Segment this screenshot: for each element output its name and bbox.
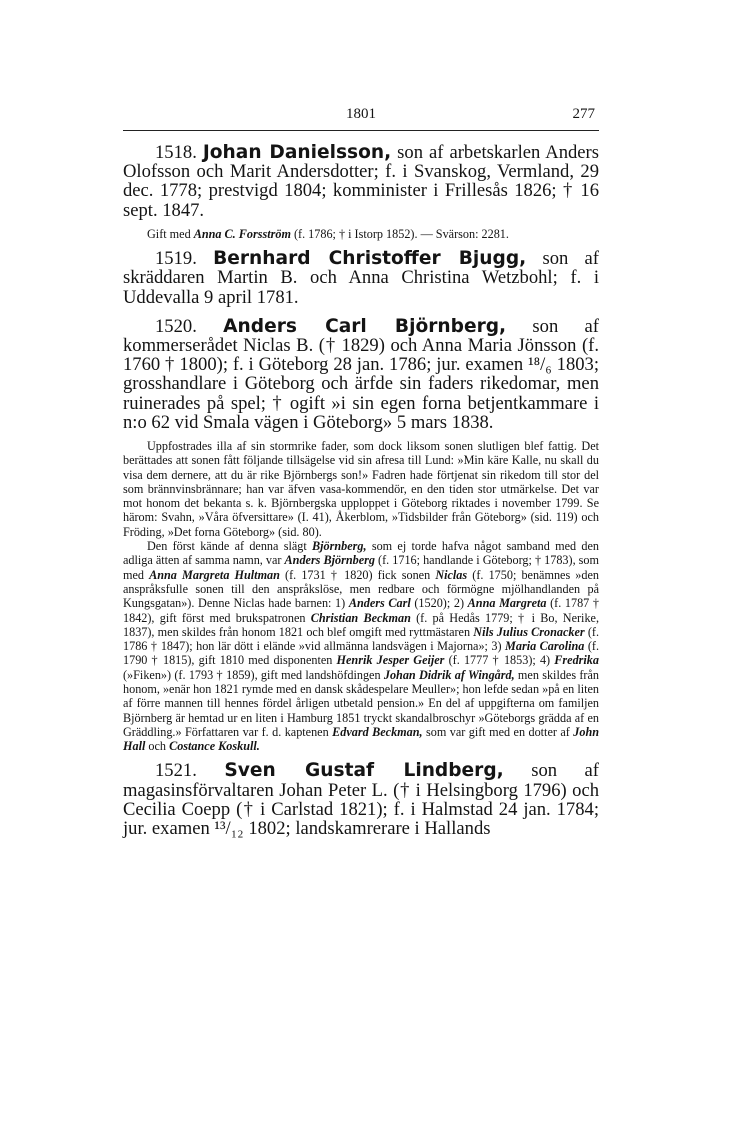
entry-1520	[123, 317, 599, 432]
page-number: 277	[572, 106, 595, 122]
entry-name: Sven Gustaf Lindberg,	[224, 760, 504, 782]
note-1520-a: Uppfostrades illa af sin stormrike fader, som dock liksom sonen slutligen blef fattig. Det berättades att sonen fått följande tillsägelse vid sin afresa till Lund: »Min käre Kalle, nu skall du visa dem dernere, att du är rike Björnbergs son!» Fadren hade förtjenat sin rikedom till stor del som brännvinsbrännare; han var äfven vasa-kommendör, en den tiden stor utmärkelse. Det var mot honom det bekanta s. k. Björnbergska upploppet i Göteborg riktades i november 1799. Se härom: Svahn, »Våra öfversittare» (I. 41), Åkerblom, »Tidsbilder från Göteborg» (sid. 119) och Fröding, »Det forna Göteborg» (sid. 80).	[123, 438, 599, 539]
note-name: Björnberg,	[312, 539, 367, 554]
page-header	[123, 100, 599, 131]
note-name: Anna Margreta Hultman	[149, 567, 280, 582]
header-year: 1801	[346, 106, 376, 122]
note-name: Henrik Jesper Geijer	[336, 653, 445, 668]
entry-name: Anders Carl Björnberg,	[223, 315, 507, 337]
entry-name: Bernhard Christoffer Bjugg,	[213, 248, 527, 270]
entry-text: son af magasinsförvaltaren Johan Peter L. († i Helsingborg 1796) och Cecilia Coepp († i Carlstad 1821); f. i Halmstad 24 jan. 1784; jur. examen ¹³/₁₂ 1802; landskamrerare i Hallands	[123, 760, 599, 840]
note-text: (1520); 2)	[410, 596, 468, 611]
note-text: (f. 1786 † 1847); hon lär dött i elände »vid allmänna landsvägen i Majorna»; 3)	[123, 624, 599, 654]
note-name: Christian Beckman	[310, 610, 411, 625]
note-text: som ej torde hafva något samband med den adliga ätten af samma namn, var	[123, 539, 599, 568]
entry-number: 1520.	[155, 315, 197, 337]
entry-text: son af skräddaren Martin B. och Anna Christina Wetzbohl; f. i Uddevalla 9 april 1781.	[123, 248, 599, 308]
note-text: som var gift med en dotter af	[422, 724, 574, 739]
entry-1518	[123, 143, 599, 220]
note-text: (»Fiken») (f. 1793 † 1859), gift med landshöfdingen	[123, 667, 384, 682]
note-text: (f. 1777 † 1853); 4)	[444, 653, 555, 668]
entry-number: 1521.	[155, 760, 197, 782]
note-text: (f. 1787 † 1842), gift först med brukspatronen	[123, 596, 599, 625]
entry-text: son af arbetskarlen Anders Olofsson och Marit Andersdotter; f. i Svanskog, Vermland, 29 dec. 1778; prestvigd 1804; komminister i Frillesås 1826; † 16 sept. 1847.	[123, 142, 599, 221]
note-text: (f. 1786; † i Istorp 1852). — Svärson: 2281.	[290, 226, 509, 241]
entry-text: son af kommerserådet Niclas B. († 1829) och Anna Maria Jönsson (f. 1760 † 1800); f. i Göteborg 28 jan. 1786; jur. examen ¹⁸/₆ 1803; grosshandlare i Göteborg och ärfde sin faders rikedomar, men ruinerades på spel; † ogift »i sin egen forna betjentkammare i n:o 62 vid Smala vägen i Göteborg» 5 mars 1838.	[123, 315, 599, 433]
note-text: (f. 1750; benämnes »den anspråksfulle sonen till den anspråkslöse, men redbare och förmögne mjölhandlanden på Kungsgatan»). Denne Niclas hade barnen: 1)	[123, 567, 600, 611]
note-text: (f. 1731 † 1820) fick sonen	[279, 567, 436, 582]
page-body	[123, 143, 599, 838]
note-name: John Hall	[123, 724, 600, 754]
note-name: Johan Didrik af Wingård,	[383, 667, 515, 682]
note-name: Anna Margreta	[467, 596, 547, 611]
entry-name: Johan Danielsson,	[202, 142, 392, 163]
note-text: men skildes från honom, »enär hon 1821 rymde med en dansk skådespelare Meuller»; hon lefde sedan »på en liten af förre mannen till hennes fördel årligen utbetald pension.» En del af uppgifterna om familjen Björnberg är hemtad ur en liten i Hamburg 1851 tryckt skandalbroschyr »Göteborgs grädda af en Gräddling.» Författaren var f. d. kaptenen	[123, 667, 599, 739]
note-text: Gift med	[147, 226, 194, 241]
note-name: Edvard Beckman,	[332, 724, 423, 739]
entry-number: 1519.	[155, 248, 197, 270]
note-text: (f. på Hedås 1779; † i Bo, Nerike, 1837), men skildes från honom 1821 och blef omgift med ryttmästaren	[123, 610, 599, 639]
entry-number: 1518.	[155, 142, 197, 163]
note-name: Maria Carolina	[505, 639, 585, 654]
note-1520-b	[123, 539, 599, 753]
note-text: (f. 1790 † 1815), gift 1810 med disponenten	[123, 639, 599, 668]
note-name: Niclas	[435, 567, 468, 582]
note-text: Den först kände af denna slägt	[147, 539, 313, 554]
note-text: (f. 1716; handlande i Göteborg; † 1783), som med	[123, 553, 599, 582]
note-name: Nils Julius Cronacker	[473, 624, 585, 639]
note-name: Anders Björnberg	[284, 553, 375, 568]
note-name: Anna C. Forsström	[193, 226, 291, 241]
entry-1521	[123, 761, 599, 838]
note-name: Fredrika	[554, 653, 599, 668]
entry-1519	[123, 249, 599, 307]
note-text: och	[145, 739, 170, 754]
note-name: Anders Carl	[348, 596, 411, 611]
note-1518	[123, 227, 599, 241]
note-name: Costance Koskull.	[169, 739, 260, 754]
